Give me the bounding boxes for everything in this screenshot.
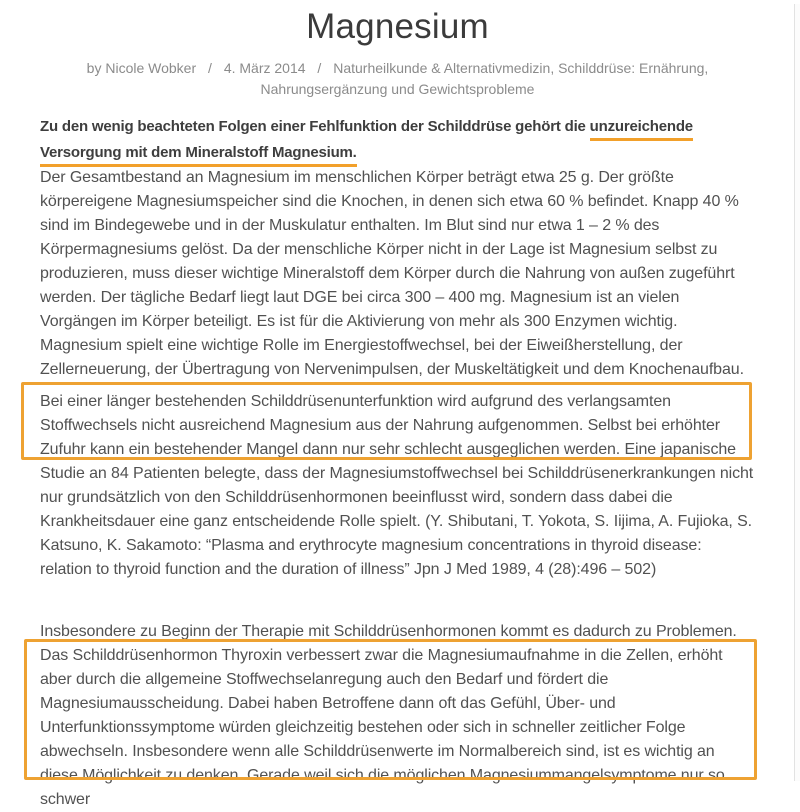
lead-text: Zu den wenig beachteten Folgen einer Fehlfunktion der Schilddrüse gehört die — [40, 118, 590, 135]
byline-prefix: by — [86, 60, 102, 76]
paragraph-therapy-wrapper — [40, 620, 755, 812]
post-date: 4. März 2014 — [223, 60, 306, 76]
lead-paragraph — [40, 114, 755, 166]
orange-underlined-text-2: Versorgung mit dem Mineralstoff Magnesium. — [40, 144, 357, 167]
paragraph-study-wrapper — [40, 390, 755, 582]
paragraph-study: Bei einer länger bestehenden Schilddrüsenunterfunktion wird aufgrund des verlangsamten Stoffwechsels nicht ausreichend Magnesium aus der Nahrung aufgenommen. Selbst bei erhöhter Zufuhr kann ein bestehender Mangel dann nur sehr schlecht ausgeglichen werden. Eine japanische Studie an 84 Patienten belegte, dass der Magnesiumstoffwechsel bei Schilddrüsenerkrankungen nicht nur grundsätzlich von den Schilddrüsenhormonen beeinflusst wird, sondern dass dabei die Krankheitsdauer eine ganz entscheidende Rolle spielt. (Y. Shibutani, T. Yokota, S. Iijima, A. Fujioka, S. Katsuno, K. Sakamoto: “Plasma and erythrocyte magnesium concentrations in thyroid disease: relation to thyroid function and the duration of illness” Jpn J Med 1989, 4 (28):496 – 502) — [40, 393, 754, 578]
scrollbar-track[interactable] — [794, 4, 795, 781]
article-page — [40, 4, 755, 812]
paragraph-therapy: Insbesondere zu Beginn der Therapie mit Schilddrüsenhormonen kommt es dadurch zu Problemen. Das Schilddrüsenhormon Thyroxin verbessert zwar die Magnesiumaufnahme in die Zellen, erhöht aber durch die allgemeine Stoffwechselanregung auch den Bedarf und fördert die Magnesiumausscheidung. Dabei haben Betroffene dann oft das Gefühl, Über- und Unterfunktionssymptome würden gleichzeitig bestehen oder sich in schneller zeitlicher Folge abwechseln. Insbesondere wenn alle Schilddrüsenwerte im Normalbereich sind, ist es wichtig an diese Möglichkeit zu denken. Gerade weil sich die möglichen Magnesiummangelsymptome nur so schwer — [40, 623, 737, 808]
byline — [40, 58, 755, 100]
scrollbar-gutter — [795, 4, 800, 781]
orange-underlined-text-1: unzureichende — [590, 118, 693, 141]
byline-separator: / — [208, 60, 212, 76]
paragraph-magnesium-basics: Der Gesamtbestand an Magnesium im menschlichen Körper beträgt etwa 25 g. Der größte körpereigene Magnesiumspeicher sind die Knochen, in denen sich etwa 60 % befindet. Knapp 40 % sind im Bindegewebe und in der Muskulatur enthalten. Im Blut sind nur etwa 1 – 2 % des Körpermagnesiums gelöst. Da der menschliche Körper nicht in der Lage ist Magnesium selbst zu produzieren, muss dieser wichtige Mineralstoff dem Körper durch die Nahrung von außen zugeführt werden. Der tägliche Bedarf liegt laut DGE bei circa 300 – 400 mg. Magnesium ist an vielen Vorgängen im Körper beteiligt. Es ist für die Aktivierung von mehr als 300 Enzymen wichtig. Magnesium spielt eine wichtige Rolle im Energiestoffwechsel, bei der Eiweißherstellung, der Zellerneuerung, der Übertragung von Nervenimpulsen, der Muskeltätigkeit und dem Knochenaufbau. — [40, 169, 744, 378]
page-title: Magnesium — [306, 7, 489, 46]
byline-separator: / — [317, 60, 322, 76]
author-link[interactable]: Nicole Wobker — [105, 60, 197, 76]
category-links[interactable]: Naturheilkunde & Alternativmedizin, Schilddrüse: Ernährung, Nahrungsergänzung und Gewichtsprobleme — [260, 60, 709, 97]
